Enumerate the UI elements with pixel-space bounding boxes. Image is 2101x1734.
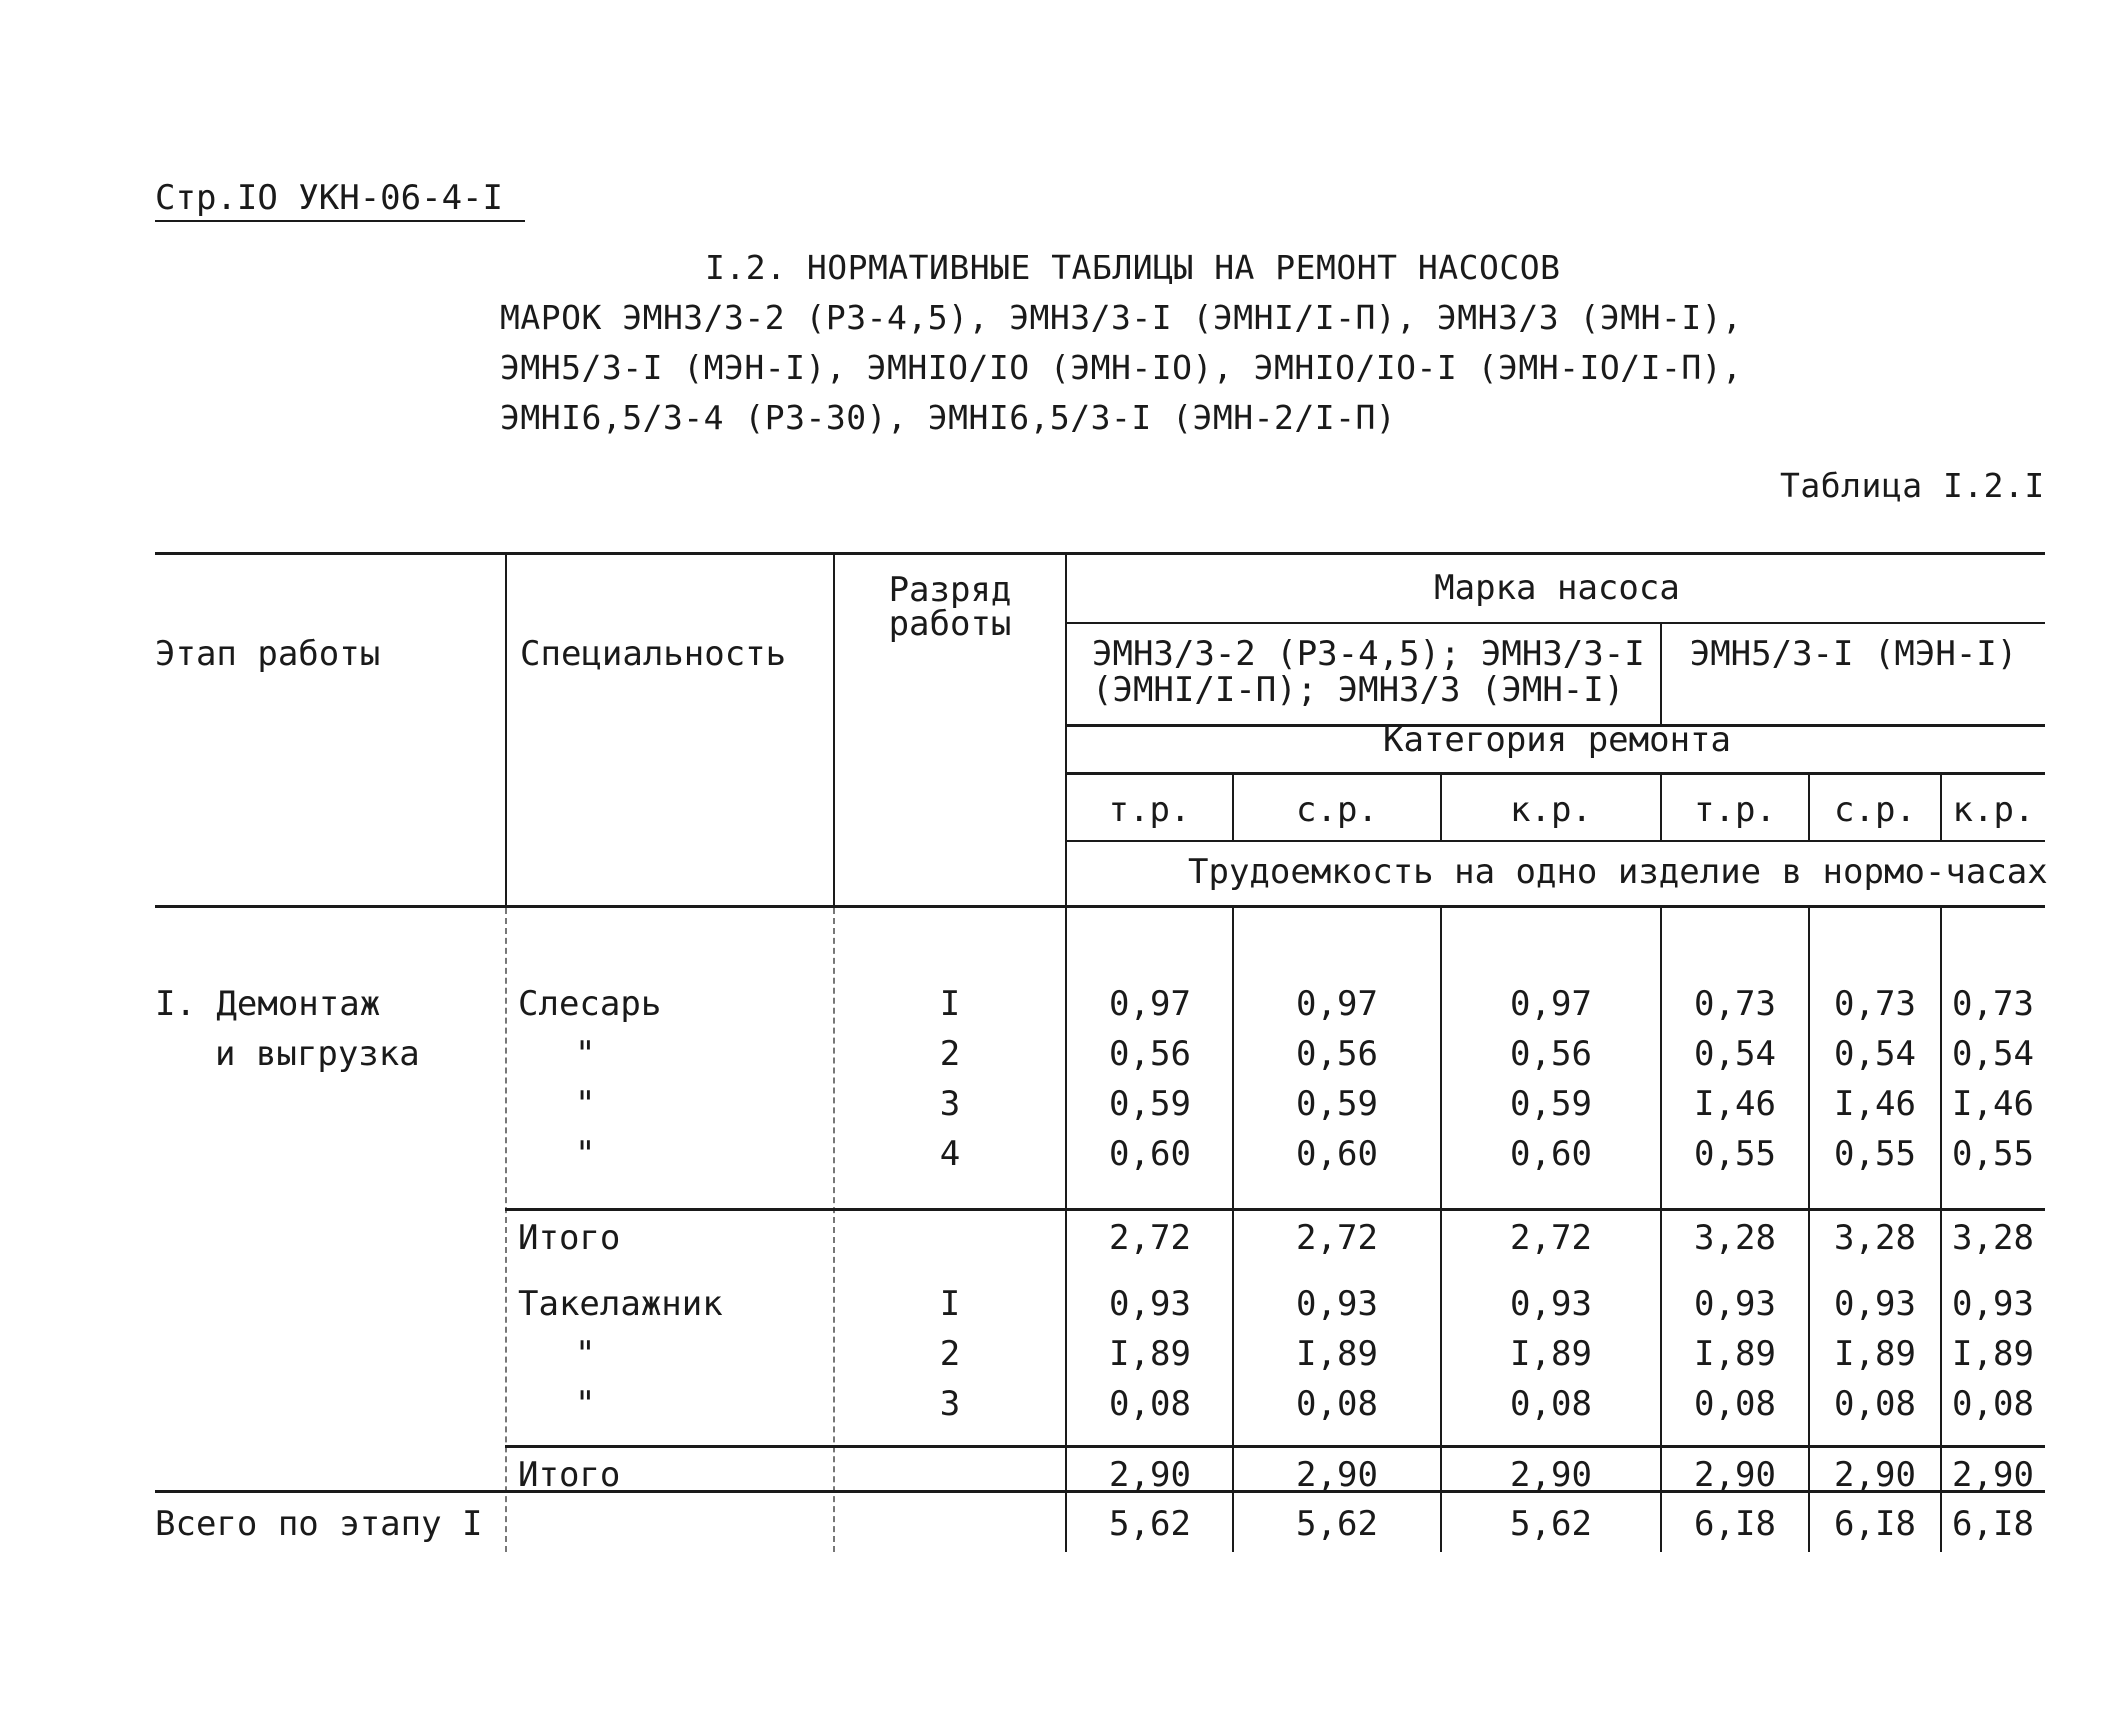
row-value: 0,08 — [1952, 1384, 2034, 1424]
page-header-underline — [155, 220, 525, 222]
row-value: 0,08 — [1510, 1384, 1592, 1424]
row-value: I,89 — [1694, 1334, 1776, 1374]
row-value: 0,93 — [1834, 1284, 1916, 1324]
row-value: I,89 — [1834, 1334, 1916, 1374]
vrule-body-5 — [1940, 908, 1942, 1552]
table-top-rule — [155, 552, 2045, 555]
header-stage: Этап работы — [155, 634, 381, 674]
row-value: I,89 — [1109, 1334, 1191, 1374]
page-header: Стр.IO УКН-06-4-I — [155, 178, 503, 218]
header-group1-line1: ЭМН3/3-2 (РЗ-4,5); ЭМН3/3-I — [1092, 634, 1645, 674]
row-value: 0,73 — [1952, 984, 2034, 1024]
row-grade: 2 — [939, 1034, 961, 1074]
row-specialty: " — [575, 1334, 596, 1374]
row-value: 0,59 — [1109, 1084, 1191, 1124]
row-value: 2,90 — [1834, 1455, 1916, 1495]
row-value: 0,93 — [1510, 1284, 1592, 1324]
header-group2: ЭМН5/3-I (МЭН-I) — [1689, 634, 2018, 674]
row-value: 2,72 — [1296, 1218, 1378, 1258]
row-value: 0,60 — [1296, 1134, 1378, 1174]
vrule-body-2 — [1440, 908, 1442, 1552]
row-value: 3,28 — [1952, 1218, 2034, 1258]
row-value: 0,73 — [1694, 984, 1776, 1024]
vrule-body-1 — [1232, 908, 1234, 1552]
row-value: I,89 — [1952, 1334, 2034, 1374]
row-specialty: Итого — [518, 1218, 621, 1258]
total-value: 6,I8 — [1952, 1504, 2034, 1544]
row-value: I,46 — [1952, 1084, 2034, 1124]
row-value: 0,97 — [1510, 984, 1592, 1024]
row-specialty: Итого — [518, 1455, 621, 1495]
row-grade: 4 — [939, 1134, 961, 1174]
row-value: 0,60 — [1109, 1134, 1191, 1174]
vrule-specialty — [505, 552, 507, 907]
row-value: 0,97 — [1109, 984, 1191, 1024]
row-value: 2,90 — [1296, 1455, 1378, 1495]
stage-1-line2: и выгрузка — [215, 1034, 420, 1074]
row-value: 0,54 — [1694, 1034, 1776, 1074]
row-value: I,46 — [1694, 1084, 1776, 1124]
header-bottom-rule — [155, 905, 2045, 908]
row-specialty: " — [575, 1134, 596, 1174]
row-value: 0,08 — [1694, 1384, 1776, 1424]
row-value: 0,56 — [1296, 1034, 1378, 1074]
title-line-3: ЭМН5/3-I (МЭН-I), ЭМНIO/IO (ЭМН-IO), ЭМНIO/IO-I (ЭМН-IO/I-П), — [500, 348, 1743, 387]
row-value: 0,93 — [1109, 1284, 1191, 1324]
row-grade: 3 — [939, 1384, 961, 1424]
row-value: I,89 — [1296, 1334, 1378, 1374]
row-value: 0,73 — [1834, 984, 1916, 1024]
row-value: 2,90 — [1694, 1455, 1776, 1495]
rule-under-category — [1065, 772, 2045, 775]
rule-above-itogo-2 — [505, 1445, 2045, 1448]
title-line-1: I.2. НОРМАТИВНЫЕ ТАБЛИЦЫ НА РЕМОНТ НАСОСОВ — [705, 248, 1561, 287]
total-label: Всего по этапу I — [155, 1504, 483, 1544]
row-value: I,46 — [1834, 1084, 1916, 1124]
row-value: 2,72 — [1109, 1218, 1191, 1258]
total-value: 6,I8 — [1694, 1504, 1776, 1544]
row-value: 2,90 — [1510, 1455, 1592, 1495]
row-value: 0,59 — [1296, 1084, 1378, 1124]
title-line-2: МАРОК ЭМН3/3-2 (РЗ-4,5), ЭМН3/3-I (ЭМНI/I-П), ЭМН3/3 (ЭМН-I), — [500, 298, 1743, 337]
row-value: 0,54 — [1952, 1034, 2034, 1074]
row-value: 0,08 — [1296, 1384, 1378, 1424]
total-value: 5,62 — [1296, 1504, 1378, 1544]
table-label: Таблица I.2.I — [1780, 466, 2045, 505]
row-specialty: Такелажник — [518, 1284, 723, 1324]
vrule-body-4 — [1808, 908, 1810, 1552]
stage-1-line1: I. Демонтаж — [155, 984, 381, 1024]
row-value: I,89 — [1510, 1334, 1592, 1374]
row-grade: 3 — [939, 1084, 961, 1124]
total-value: 5,62 — [1109, 1504, 1191, 1544]
row-value: 0,59 — [1510, 1084, 1592, 1124]
row-specialty: " — [575, 1034, 596, 1074]
row-grade: 2 — [939, 1334, 961, 1374]
total-value: 6,I8 — [1834, 1504, 1916, 1544]
row-value: 0,55 — [1952, 1134, 2034, 1174]
rule-under-pump-brand — [1065, 622, 2045, 624]
row-value: 0,55 — [1694, 1134, 1776, 1174]
row-value: 0,56 — [1109, 1034, 1191, 1074]
row-grade: I — [939, 1284, 961, 1324]
row-value: 2,72 — [1510, 1218, 1592, 1258]
row-value: 0,08 — [1109, 1384, 1191, 1424]
sub-header-tr-2: т.р. — [1694, 790, 1776, 830]
row-value: 2,90 — [1952, 1455, 2034, 1495]
row-value: 2,90 — [1109, 1455, 1191, 1495]
rule-under-subcolumns — [1065, 840, 2045, 842]
row-specialty: " — [575, 1084, 596, 1124]
vrule-body-3 — [1660, 908, 1662, 1552]
row-value: 0,56 — [1510, 1034, 1592, 1074]
sub-header-sr-2: с.р. — [1834, 790, 1916, 830]
title-line-4: ЭМНI6,5/3-4 (РЗ-30), ЭМНI6,5/3-I (ЭМН-2/I-П) — [500, 398, 1397, 437]
header-labor: Трудоемкость на одно изделие в нормо-часах — [1188, 852, 2048, 892]
vrule-brand — [1065, 552, 1067, 1552]
header-specialty: Специальность — [520, 634, 787, 674]
row-value: 0,08 — [1834, 1384, 1916, 1424]
row-value: 3,28 — [1694, 1218, 1776, 1258]
sub-header-kr-2: к.р. — [1952, 790, 2035, 830]
row-value: 0,55 — [1834, 1134, 1916, 1174]
rule-above-itogo-1 — [505, 1208, 2045, 1211]
vrule-body-specialty — [505, 908, 507, 1552]
sub-header-tr-1: т.р. — [1108, 790, 1191, 830]
row-value: 3,28 — [1834, 1218, 1916, 1258]
header-pump-brand: Марка насоса — [1434, 568, 1680, 608]
row-specialty: Слесарь — [518, 984, 662, 1024]
row-value: 0,54 — [1834, 1034, 1916, 1074]
row-value: 0,60 — [1510, 1134, 1592, 1174]
header-repair-category: Категория ремонта — [1383, 720, 1731, 760]
header-grade-line1: Разряд — [888, 570, 1012, 610]
row-value: 0,93 — [1952, 1284, 2034, 1324]
row-specialty: " — [575, 1384, 596, 1424]
total-value: 5,62 — [1510, 1504, 1592, 1544]
sub-header-kr-1: к.р. — [1510, 790, 1592, 830]
row-value: 0,97 — [1296, 984, 1378, 1024]
row-value: 0,93 — [1296, 1284, 1378, 1324]
sub-header-sr-1: с.р. — [1296, 790, 1378, 830]
header-grade-line2: работы — [888, 604, 1012, 644]
row-grade: I — [939, 984, 961, 1024]
header-group1-line2: (ЭМНI/I-П); ЭМН3/3 (ЭМН-I) — [1092, 670, 1625, 710]
row-value: 0,93 — [1694, 1284, 1776, 1324]
